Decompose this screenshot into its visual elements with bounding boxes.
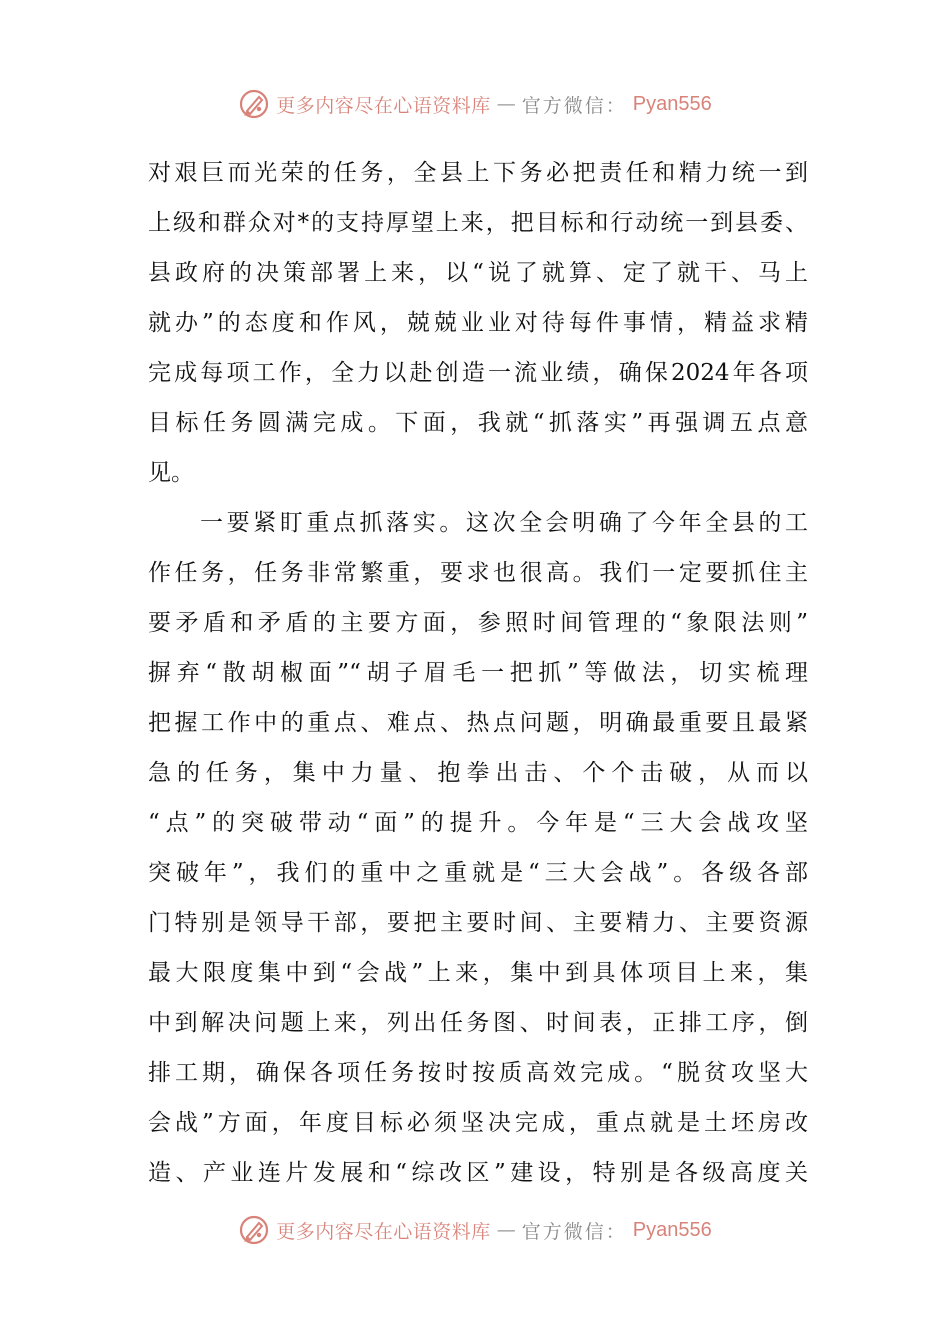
text-line: 就办”的态度和作风，兢兢业业对待每件事情，精益求精 [148,310,808,336]
watermark-label: 官方微信： [521,94,627,117]
text-line: 上级和群众对*的支持厚望上来，把目标和行动统一到县委、 [148,210,808,236]
text-line: 把握工作中的重点、难点、热点问题，明确最重要且最紧 [148,710,808,736]
watermark-text: 更多内容尽在心语资料库 [276,94,491,117]
text-line: 突破年”，我们的重中之重就是“三大会战”。各级各部 [148,860,808,886]
text-line: 门特别是领导干部，要把主要时间、主要精力、主要资源 [148,910,808,936]
text-line: 造、产业连片发展和“综改区”建设，特别是各级高度关 [148,1160,808,1186]
text-line: 县政府的决策部署上来，以“说了就算、定了就干、马上 [148,260,808,286]
text-line: 目标任务圆满完成。下面，我就“抓落实”再强调五点意 [148,410,808,436]
text-line: 完成每项工作，全力以赴创造一流业绩，确保2024年各项 [148,360,808,386]
watermark-separator: — [496,1219,516,1241]
header-watermark [0,84,950,124]
text-line: 急的任务，集中力量、抱拳出击、个个击破，从而以 [148,760,808,786]
pen-logo-icon [238,1214,270,1246]
text-line: 对艰巨而光荣的任务，全县上下务必把责任和精力统一到 [148,160,808,186]
text-line: 要矛盾和矛盾的主要方面，参照时间管理的“象限法则” [148,610,808,636]
text-line: 作任务，任务非常繁重，要求也很高。我们一定要抓住主 [148,560,808,586]
text-line: 会战”方面，年度目标必须坚决完成，重点就是土坯房改 [148,1110,808,1136]
text-line: 中到解决问题上来，列出任务图、时间表，正排工序，倒 [148,1010,808,1036]
text-line: 最大限度集中到“会战”上来，集中到具体项目上来，集 [148,960,808,986]
footer-watermark [0,1210,950,1250]
watermark-separator: — [496,93,516,115]
watermark-wechat-id: Pyan556 [632,1218,712,1241]
text-line-paragraph-start: 一要紧盯重点抓落实。这次全会明确了今年全县的工 [200,510,808,536]
text-line: “点”的突破带动“面”的提升。今年是“三大会战攻坚 [148,810,808,836]
pen-logo-icon [238,88,270,120]
text-line: 排工期，确保各项任务按时按质高效完成。“脱贫攻坚大 [148,1060,808,1086]
document-body [148,148,808,1198]
watermark-wechat-id: Pyan556 [632,92,712,115]
text-line: 见。 [148,460,194,486]
watermark-text: 更多内容尽在心语资料库 [276,1220,491,1243]
watermark-label: 官方微信： [521,1220,627,1243]
text-line: 摒弃“散胡椒面”“胡子眉毛一把抓”等做法，切实梳理 [148,660,808,686]
